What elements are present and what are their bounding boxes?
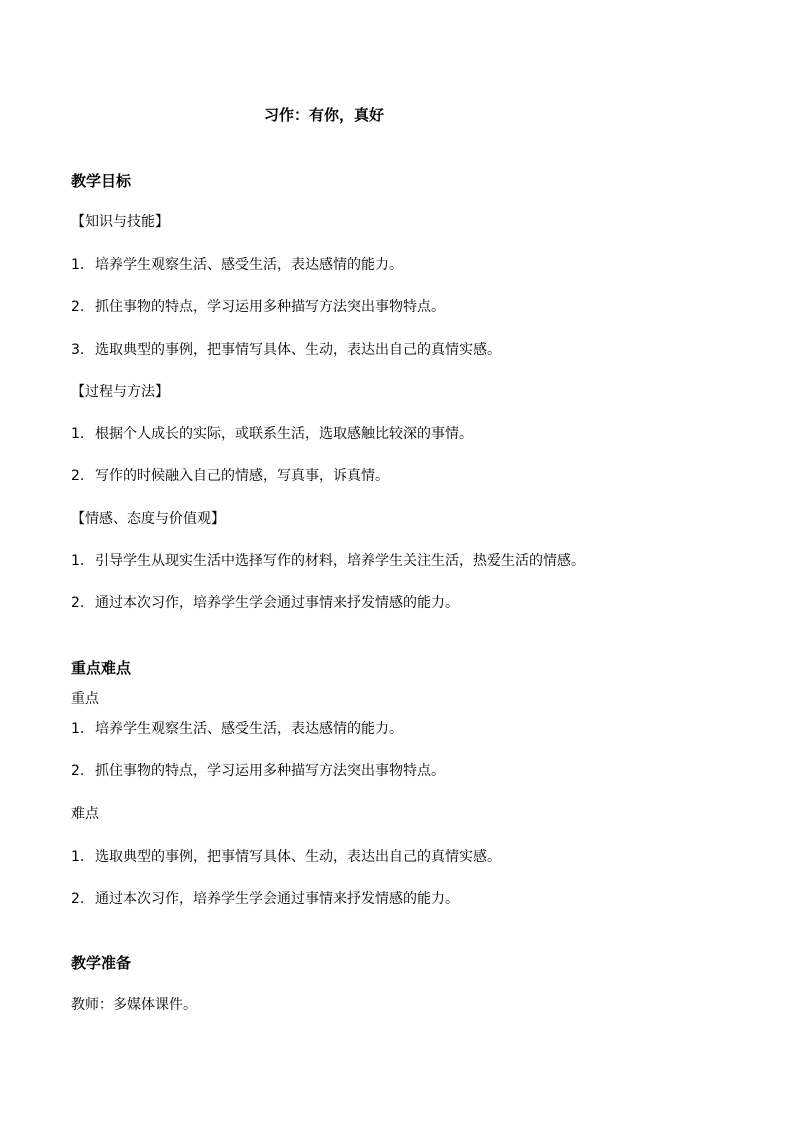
page-title: 习作：有你，真好 <box>264 106 385 124</box>
list-text: 通过本次习作，培养学生学会通过事情来抒发情感的能力。 <box>95 595 459 611</box>
preparation-text: 教师：多媒体课件。 <box>71 997 197 1013</box>
list-number: 2. <box>71 468 85 484</box>
objectives-heading: 教学目标 <box>71 172 132 190</box>
list-item <box>71 298 445 316</box>
list-text: 培养学生观察生活、感受生活，表达感情的能力。 <box>95 257 403 273</box>
list-number: 2. <box>71 891 85 907</box>
list-text: 根据个人成长的实际，或联系生活，选取感触比较深的事情。 <box>95 426 473 442</box>
list-number: 1. <box>71 257 85 273</box>
key-points-label: 重点 <box>71 691 99 707</box>
list-number: 2. <box>71 299 85 315</box>
difficult-points-label: 难点 <box>71 806 99 822</box>
list-item <box>71 425 473 443</box>
list-item <box>71 848 501 866</box>
knowledge-skills-label: 【知识与技能】 <box>71 214 169 230</box>
list-item <box>71 762 445 780</box>
list-text: 抓住事物的特点，学习运用多种描写方法突出事物特点。 <box>95 763 445 779</box>
list-number: 1. <box>71 849 85 865</box>
list-number: 1. <box>71 721 85 737</box>
list-item <box>71 256 403 274</box>
list-item <box>71 467 389 485</box>
list-text: 通过本次习作，培养学生学会通过事情来抒发情感的能力。 <box>95 891 459 907</box>
preparation-heading: 教学准备 <box>71 954 132 972</box>
list-text: 选取典型的事例，把事情写具体、生动，表达出自己的真情实感。 <box>95 849 501 865</box>
list-item <box>71 890 459 908</box>
keypoints-heading: 重点难点 <box>71 659 132 677</box>
list-item <box>71 341 501 359</box>
list-number: 3. <box>71 342 85 358</box>
process-method-label: 【过程与方法】 <box>71 384 169 400</box>
list-text: 抓住事物的特点，学习运用多种描写方法突出事物特点。 <box>95 299 445 315</box>
list-number: 1. <box>71 553 85 569</box>
list-text: 选取典型的事例，把事情写具体、生动，表达出自己的真情实感。 <box>95 342 501 358</box>
list-item <box>71 552 585 570</box>
list-text: 培养学生观察生活、感受生活，表达感情的能力。 <box>95 721 403 737</box>
list-number: 2. <box>71 595 85 611</box>
list-text: 引导学生从现实生活中选择写作的材料，培养学生关注生活，热爱生活的情感。 <box>95 553 585 569</box>
list-item <box>71 594 459 612</box>
list-number: 1. <box>71 426 85 442</box>
list-text: 写作的时候融入自己的情感，写真事，诉真情。 <box>95 468 389 484</box>
list-item <box>71 720 403 738</box>
list-number: 2. <box>71 763 85 779</box>
emotion-values-label: 【情感、态度与价值观】 <box>71 511 225 527</box>
